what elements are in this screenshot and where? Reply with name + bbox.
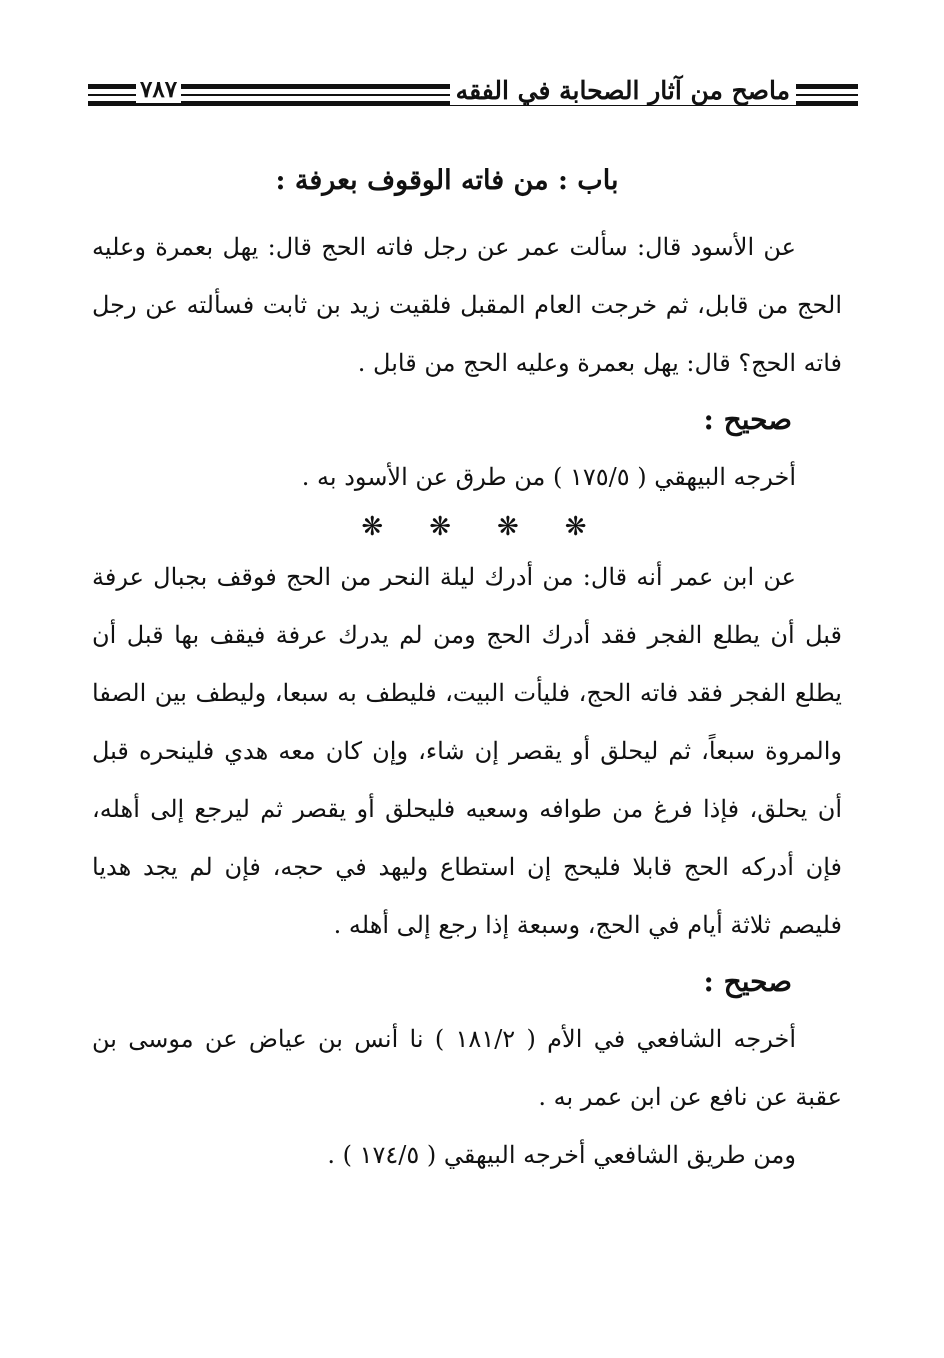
page-number: ٧٨٧ bbox=[136, 76, 181, 103]
star-ornament-icon: ❋ bbox=[497, 512, 565, 542]
source-text: أخرجه الشافعي في الأم ( ١٨١/٢ ) نا أنس بن عياض عن موسى بن عقبة عن نافع عن ابن عمر به . bbox=[92, 1025, 842, 1111]
chapter-title: باب : من فاته الوقوف بعرفة : bbox=[275, 165, 619, 196]
running-header bbox=[88, 72, 858, 112]
running-title: ماصح من آثار الصحابة في الفقه bbox=[450, 76, 796, 105]
section-separator bbox=[92, 512, 842, 542]
star-ornament-icon: ❋ bbox=[361, 512, 430, 542]
star-ornament-icon: ❋ bbox=[429, 512, 497, 542]
narration-text: عن ابن عمر أنه قال: من أدرك ليلة النحر من الحج فوقف بجبال عرفة قبل أن يطلع الفجر فقد أدرك الحج ومن لم يدرك عرفة فيقف بها قبل أن يطلع الفجر فقد فاته الحج، فليأت البيت، فليطف به سبعا، وليطف بين الصفا والمروة سبعاً، ثم ليحلق أو يقصر إن شاء، وإن كان معه هدي فلينحره قبل أن يحلق، فإذا فرغ من طوافه وسعيه فليحلق أو يقصر ثم ليرجع إلى أهله، فإن أدركه الحج قابلا فليحج إن استطاع وليهد في حجه، فإن لم يجد هديا فليصم ثلاثة أيام في الحج، وسبعة إذا رجع إلى أهله . bbox=[92, 563, 842, 939]
source-text: ومن طريق الشافعي أخرجه البيهقي ( ١٧٤/٥ ) . bbox=[327, 1141, 796, 1169]
grade-label: صحيح : bbox=[703, 965, 792, 998]
star-ornament-icon: ❋ bbox=[564, 512, 633, 542]
page-body bbox=[92, 165, 842, 1184]
source-text: أخرجه البيهقي ( ١٧٥/٥ ) من طرق عن الأسود به . bbox=[301, 463, 796, 491]
narration-text: عن الأسود قال: سألت عمر عن رجل فاته الحج قال: يهل بعمرة وعليه الحج من قابل، ثم خرجت العام المقبل فلقيت زيد بن ثابت فسألته عن رجل فاته الحج؟ قال: يهل بعمرة وعليه الحج من قابل . bbox=[92, 233, 842, 377]
grade-label: صحيح : bbox=[703, 403, 792, 436]
